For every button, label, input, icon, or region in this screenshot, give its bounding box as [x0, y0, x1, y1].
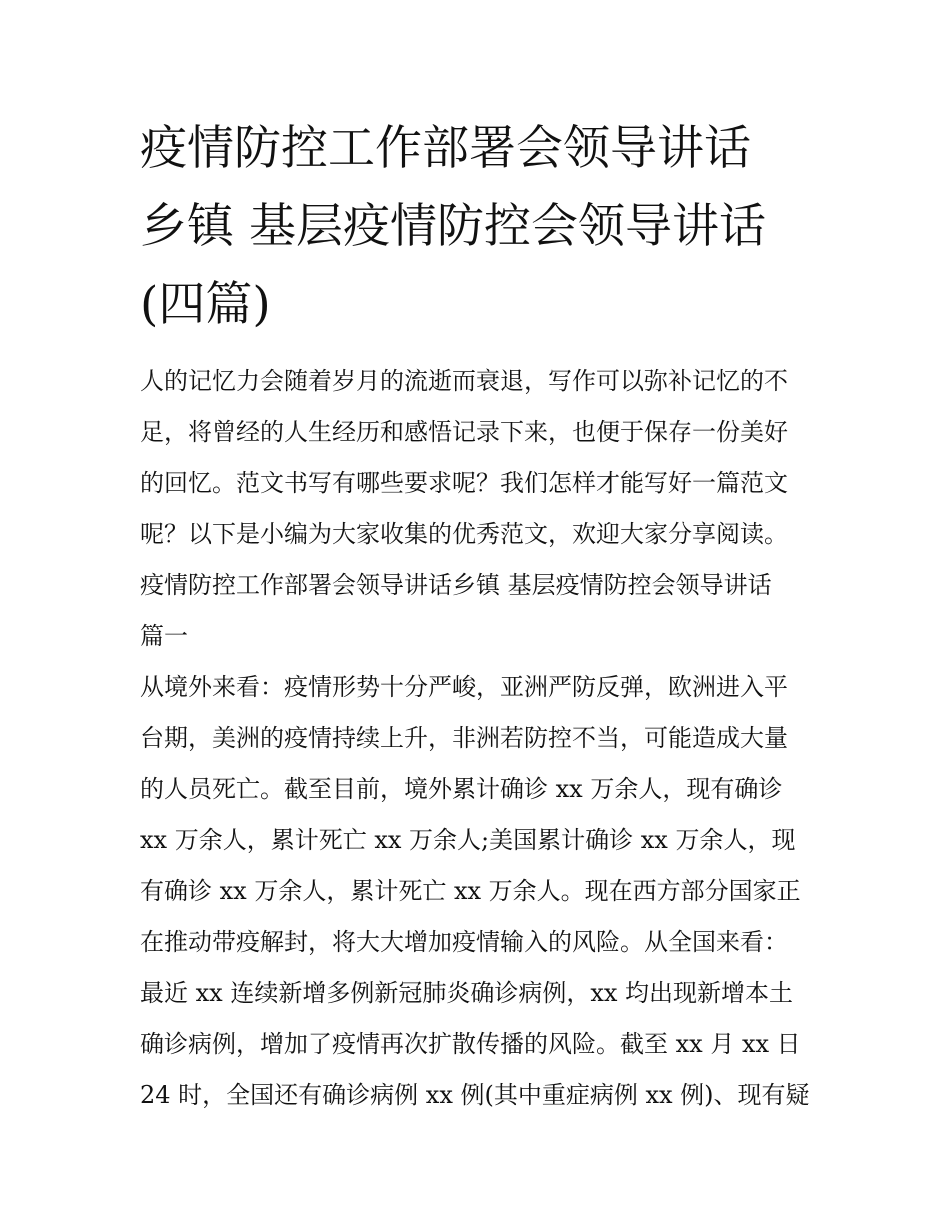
body-line: 的回忆。范文书写有哪些要求呢？我们怎样才能写好一篇范文: [140, 469, 788, 497]
body-line: 台期，美洲的疫情持续上升，非洲若防控不当，可能造成大量: [140, 724, 788, 752]
body-line: 确诊病例，增加了疫情再次扩散传播的风险。截至 xx 月 xx 日: [140, 1030, 801, 1058]
body-line: 足，将曾经的人生经历和感悟记录下来，也便于保存一份美好: [140, 418, 788, 446]
body-line: 有确诊 xx 万余人，累计死亡 xx 万余人。现在西方部分国家正: [140, 877, 801, 905]
title-line: (四篇): [140, 277, 271, 332]
body-line: 呢？以下是小编为大家收集的优秀范文，欢迎大家分享阅读。: [140, 520, 788, 548]
body-line: 24 时，全国还有确诊病例 xx 例(其中重症病例 xx 例)、现有疑: [140, 1081, 810, 1109]
document-page: [140, 110, 815, 1121]
body-line: 从境外来看：疫情形势十分严峻，亚洲严防反弹，欧洲进入平: [140, 673, 788, 701]
title-line: 疫情防控工作部署会领导讲话: [140, 121, 751, 176]
section-heading-line: 篇一: [140, 622, 188, 650]
section-heading-line: 疫情防控工作部署会领导讲话乡镇 基层疫情防控会领导讲话: [140, 571, 772, 599]
document-title: [140, 110, 815, 344]
body-line: 的人员死亡。截至目前，境外累计确诊 xx 万余人，现有确诊: [140, 775, 783, 803]
body-line: 人的记忆力会随着岁月的流逝而衰退，写作可以弥补记忆的不: [140, 367, 788, 395]
title-line: 乡镇 基层疫情防控会领导讲话: [140, 199, 766, 254]
body-line: 在推动带疫解封，将大大增加疫情输入的风险。从全国来看：: [140, 928, 788, 956]
body-line: 最近 xx 连续新增多例新冠肺炎确诊病例，xx 均出现新增本土: [140, 979, 794, 1007]
body-line: xx 万余人，累计死亡 xx 万余人;美国累计确诊 xx 万余人，现: [140, 826, 796, 854]
document-body: [140, 356, 815, 1121]
